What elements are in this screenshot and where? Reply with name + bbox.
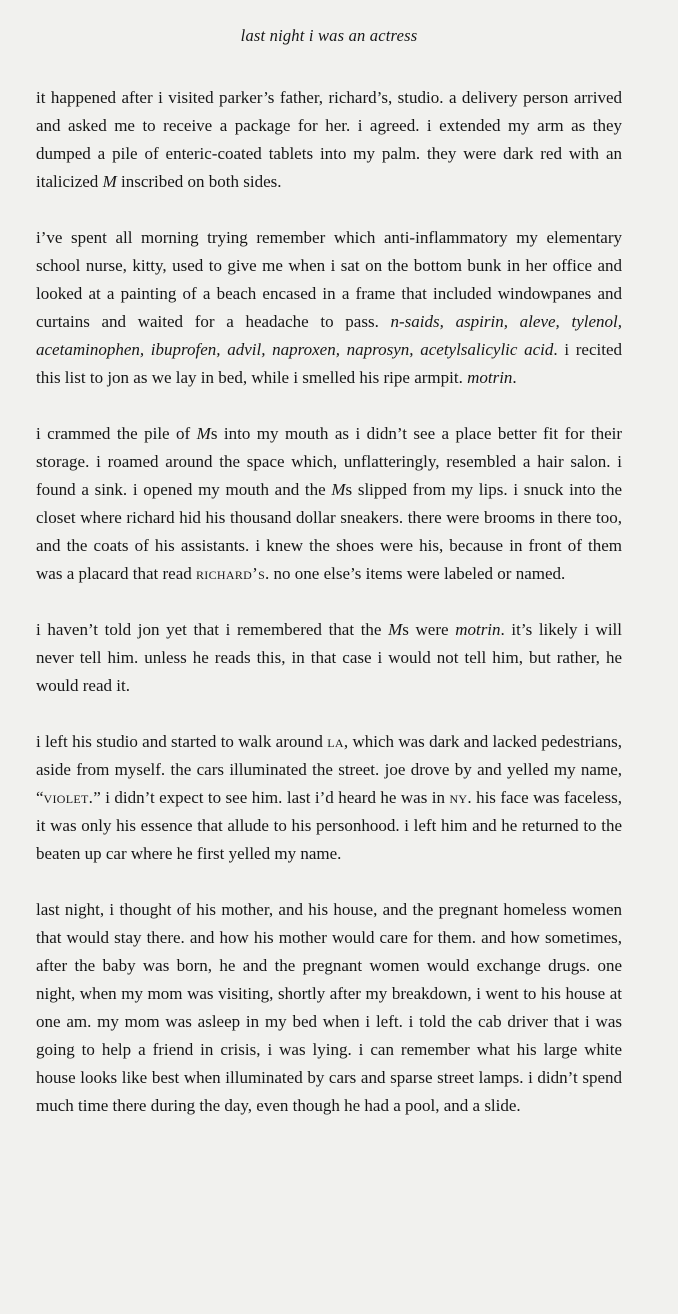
paragraph	[36, 420, 622, 588]
text-run: richard’s	[196, 564, 266, 583]
paragraph	[36, 224, 622, 392]
text-run: i’ve spent all morning trying remember which anti-inflammatory my elementary school nurse, kitty, used to give me when i sat on the bottom bunk in her office and looked at a painting of a beach encased in a frame that included windowpanes and curtains and waited for a headache to pass.	[36, 228, 622, 331]
text-run: last night, i thought of his mother, and his house, and the pregnant homeless women that would stay there. and how his mother would care for them. and how sometimes, after the baby was born, he and the pregnant women would exchange drugs. one night, when my mom was visiting, shortly after my breakdown, i went to his house at one am. my mom was asleep in my bed when i left. i told the cab driver that i was going to help a friend in crisis, i was lying. i can remember what his large white house looks like best when illuminated by cars and sparse street lamps. i didn’t spend much time there during the day, even though he had a pool, and a slide.	[36, 900, 622, 1115]
text-run: M	[102, 172, 117, 191]
text-run: s into my mouth as i didn’t see a place better fit for their storage. i roamed around the space which, unflatteringly, resembled a hair salon. i found a sink. i opened my mouth and the	[36, 424, 623, 499]
text-run: it happened after i visited parker’s father, richard’s, studio. a delivery person arrived and asked me to receive a package for her. i agreed. i extended my arm as they dumped a pile of enteric-coated tablets into my palm. they were dark red with an italicized	[36, 88, 622, 191]
text-run: motrin	[467, 368, 513, 387]
text-run: ” i didn’t expect to see him. last i’d heard he was in	[93, 788, 450, 807]
paragraph	[36, 84, 622, 196]
text-run: inscribed on both sides.	[116, 172, 282, 191]
text-run: i crammed the pile of	[36, 424, 197, 443]
text-run: . his face was faceless, it was only his essence that allude to his personhood. i left him and he returned to the beaten up car where he first yelled my name.	[36, 788, 623, 863]
text-run: s slipped from my lips. i snuck into the closet where richard hid his thousand dollar sneakers. there were brooms in there too, and the coats of his assistants. i knew the shoes were his, because in front of them was a placard that read	[36, 480, 623, 583]
text-run: .	[512, 368, 517, 387]
text-run: n-saids, aspirin, aleve, tylenol, acetaminophen, ibuprofen, advil, naproxen, naprosyn, acetylsalicylic acid	[36, 312, 622, 359]
paragraph	[36, 728, 622, 868]
page-title: last night i was an actress	[240, 26, 418, 45]
text-run: . i recited this list to jon as we lay in bed, while i smelled his ripe armpit.	[36, 340, 623, 387]
text-run: motrin	[455, 620, 501, 639]
text-run: violet.	[43, 788, 94, 807]
text-run: i haven’t told jon yet that i remembered that the	[36, 620, 389, 639]
text-run: , which was dark and lacked pedestrians, aside from myself. the cars illuminated the street. joe drove by and yelled my name, “	[36, 732, 622, 807]
text-run: i left his studio and started to walk around	[36, 732, 328, 751]
text-run: s were	[402, 620, 456, 639]
paragraph	[36, 896, 622, 1120]
text-run: . no one else’s items were labeled or named.	[265, 564, 566, 583]
text-run: M	[388, 620, 403, 639]
paragraph	[36, 616, 622, 700]
text-run: M	[331, 480, 346, 499]
text-run: . it’s likely i will never tell him. unless he reads this, in that case i would not tell him, but rather, he would read it.	[36, 620, 622, 695]
body-text	[36, 84, 622, 1120]
text-run: M	[196, 424, 211, 443]
text-run: la	[327, 732, 344, 751]
text-run: ny	[449, 788, 468, 807]
